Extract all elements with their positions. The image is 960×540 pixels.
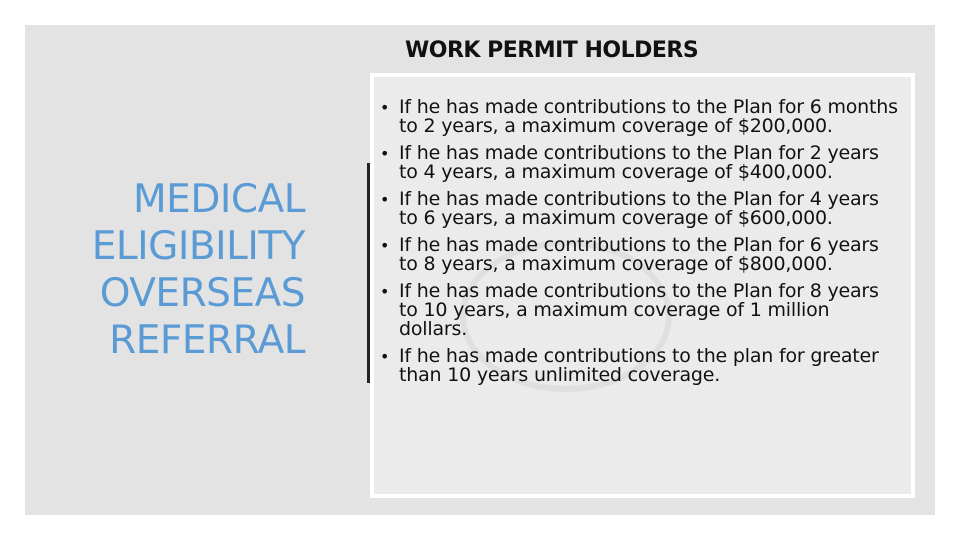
side-heading-line-3: OVERSEAS — [99, 271, 305, 316]
bullet-item — [380, 282, 900, 339]
bullet-item — [380, 190, 900, 228]
bullet-text: If he has made contributions to the Plan for 6 months to 2 years, a maximum coverage of $200,000. — [399, 96, 898, 137]
side-heading-line-2: ELIGIBILITY — [91, 224, 305, 269]
bullet-dot-icon: • — [380, 282, 390, 301]
side-heading-line-4: REFERRAL — [109, 318, 305, 363]
bullet-text: If he has made contributions to the plan for greater than 10 years unlimited coverage. — [399, 345, 879, 386]
bullet-dot-icon: • — [380, 236, 390, 255]
bullet-dot-icon: • — [380, 190, 390, 209]
bullet-text: If he has made contributions to the Plan for 2 years to 4 years, a maximum coverage of $400,000. — [399, 142, 879, 183]
slide-title: WORK PERMIT HOLDERS — [405, 38, 699, 63]
coverage-bullet-list — [380, 98, 900, 393]
bullet-dot-icon: • — [380, 98, 390, 117]
bullet-dot-icon: • — [380, 144, 390, 163]
bullet-text: If he has made contributions to the Plan for 6 years to 8 years, a maximum coverage of $800,000. — [399, 234, 879, 275]
bullet-item — [380, 347, 900, 385]
bullet-item — [380, 236, 900, 274]
side-heading-line-1: MEDICAL — [133, 177, 305, 222]
bullet-item — [380, 98, 900, 136]
bullet-text: If he has made contributions to the Plan for 4 years to 6 years, a maximum coverage of $600,000. — [399, 188, 879, 229]
bullet-text: If he has made contributions to the Plan for 8 years to 10 years, a maximum coverage of 1 million dollars. — [399, 280, 879, 340]
side-heading — [15, 176, 305, 364]
bullet-item — [380, 144, 900, 182]
bullet-dot-icon: • — [380, 347, 390, 366]
